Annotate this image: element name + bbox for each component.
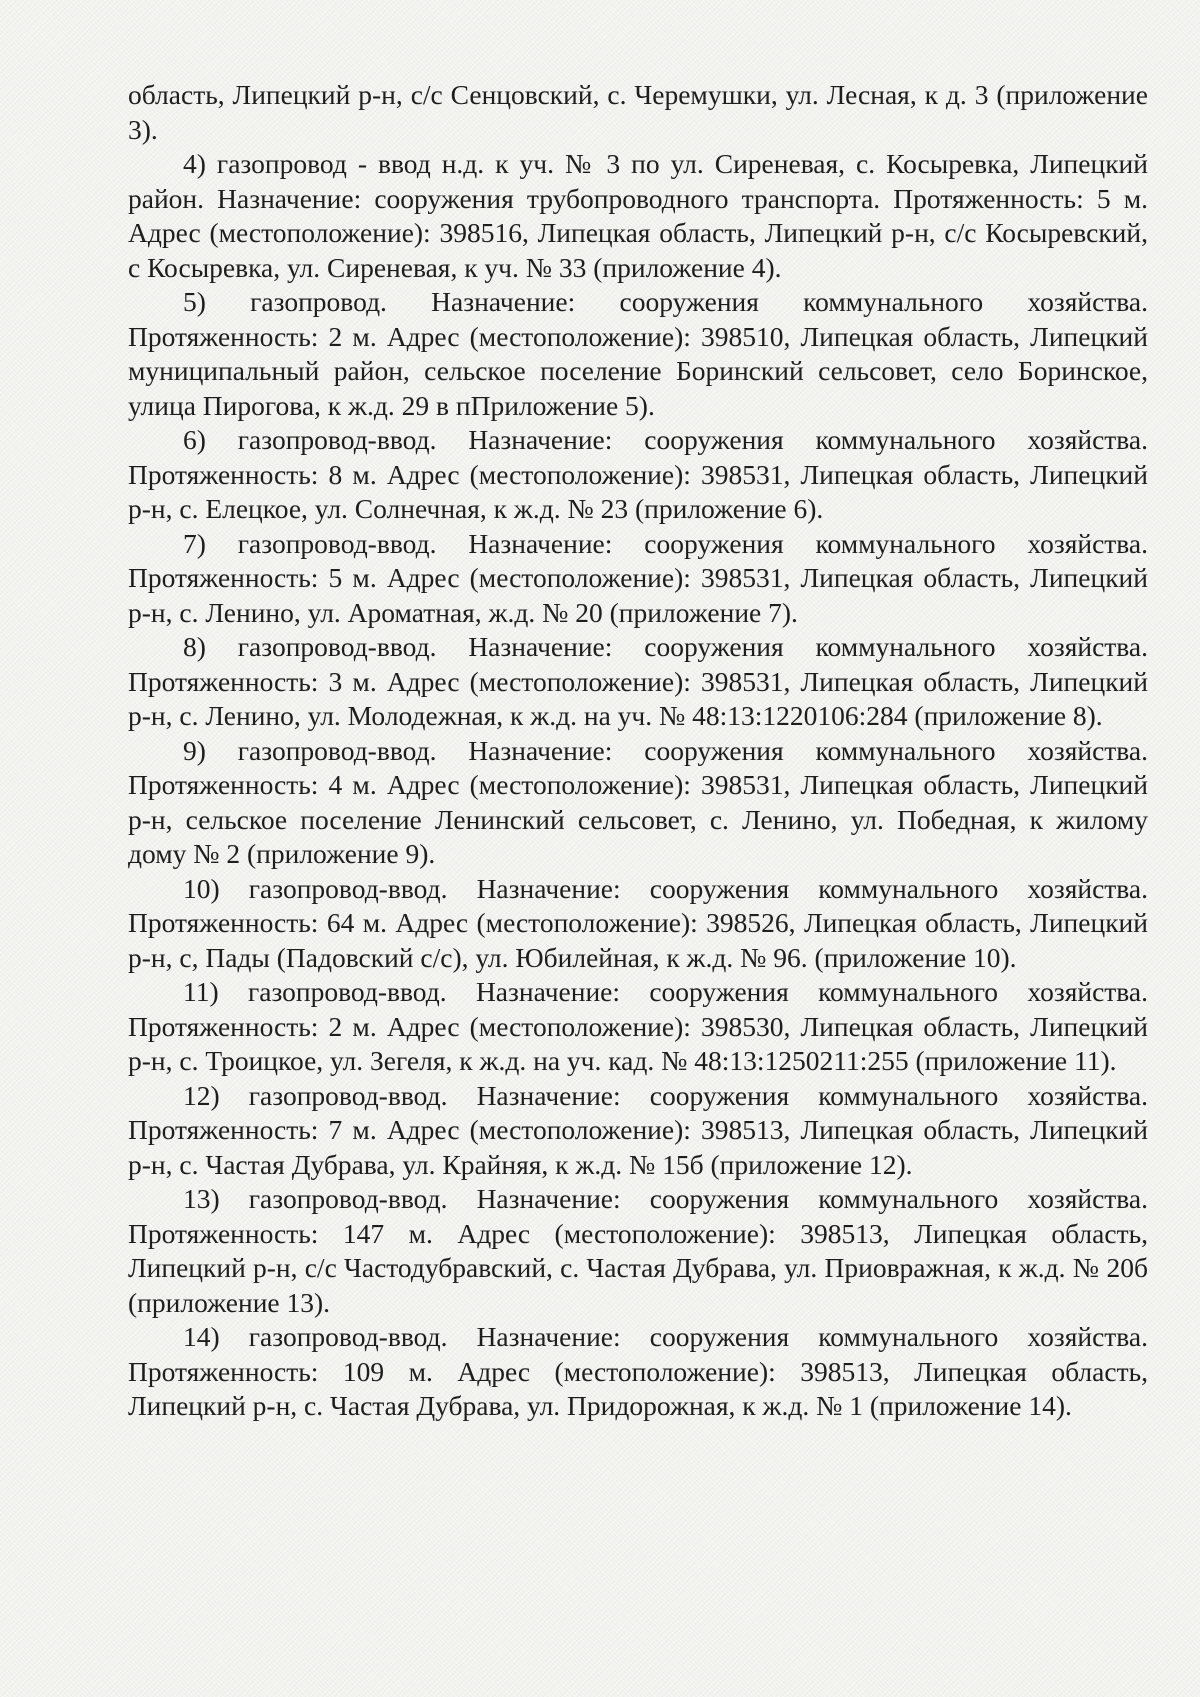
paragraph-item-8: 8) газопровод-ввод. Назначение: сооружения коммунального хозяйства. Протяженность: 3 м. Адрес (местоположение): 398531, Липецкая область, Липецкий р-н, с. Ленино, ул. Молодежная, к ж.д. на уч. № 48:13:1220106:284 (приложение 8). [128,631,1148,731]
paragraph-item-12: 12) газопровод-ввод. Назначение: сооружения коммунального хозяйства. Протяженность: 7 м. Адрес (местоположение): 398513, Липецкая область, Липецкий р-н, с. Частая Дубрава, ул. Крайняя, к ж.д. № 15б (приложение 12). [128,1079,1148,1180]
paragraph-item-7: 7) газопровод-ввод. Назначение: сооружения коммунального хозяйства. Протяженность: 5 м. Адрес (местоположение): 398531, Липецкая область, Липецкий р-н, с. Ленино, ул. Ароматная, ж.д. № 20 (приложение 7). [128,527,1148,628]
paragraph-item-6: 6) газопровод-ввод. Назначение: сооружения коммунального хозяйства. Протяженность: 8 м. Адрес (местоположение): 398531, Липецкая область, Липецкий р-н, с. Елецкое, ул. Солнечная, к ж.д. № 23 (приложение 6). [128,424,1148,524]
paragraph-item-9: 9) газопровод-ввод. Назначение: сооружения коммунального хозяйства. Протяженность: 4 м. Адрес (местоположение): 398531, Липецкая область, Липецкий р-н, сельское поселение Ленинский сельсовет, с. Ленино, ул. Победная, к жилому дому № 2 (приложение 9). [128,734,1148,869]
paragraph-item-14: 14) газопровод-ввод. Назначение: сооружения коммунального хозяйства. Протяженность: 109 м. Адрес (местоположение): 398513, Липецкая область, Липецкий р-н, с. Частая Дубрава, ул. Придорожная, к ж.д. № 1 (приложение 14). [128,1321,1148,1421]
paragraph-item-10: 10) газопровод-ввод. Назначение: сооружения коммунального хозяйства. Протяженность: 64 м. Адрес (местоположение): 398526, Липецкая область, Липецкий р-н, с, Пады (Падовский с/с), ул. Юбилейная, к ж.д. № 96. (приложение 10). [128,872,1148,973]
paragraph-item-13: 13) газопровод-ввод. Назначение: сооружения коммунального хозяйства. Протяженность: 147 м. Адрес (местоположение): 398513, Липецкая область, Липецкий р-н, с/с Частодубравский, с. Частая Дубрава, ул. Приовражная, к ж.д. № 20б (приложение 13). [128,1183,1148,1318]
paragraph-item-4: 4) газопровод - ввод н.д. к уч. № 3 по ул. Сиреневая, с. Косыревка, Липецкий район. Назначение: сооружения трубопроводного транспорта. Протяженность: 5 м. Адрес (местоположение): 398516, Липецкая область, Липецкий р-н, с/с Косыревский, с Косыревка, ул. Сиреневая, к уч. № 33 (приложение 4). [128,148,1148,283]
paragraph-item-5: 5) газопровод. Назначение: сооружения коммунального хозяйства. Протяженность: 2 м. Адрес (местоположение): 398510, Липецкая область, Липецкий муниципальный район, сельское поселение Боринский сельсовет, село Боринское, улица Пирогова, к ж.д. 29 в пПриложение 5). [128,286,1148,421]
document-body [128,78,1148,1424]
paragraph-continuation: область, Липецкий р-н, с/с Сенцовский, с. Черемушки, ул. Лесная, к д. 3 (приложение 3). [128,79,1148,145]
paragraph-item-11: 11) газопровод-ввод. Назначение: сооружения коммунального хозяйства. Протяженность: 2 м. Адрес (местоположение): 398530, Липецкая область, Липецкий р-н, с. Троицкое, ул. Зегеля, к ж.д. на уч. кад. № 48:13:1250211:255 (приложение 11). [128,976,1148,1076]
